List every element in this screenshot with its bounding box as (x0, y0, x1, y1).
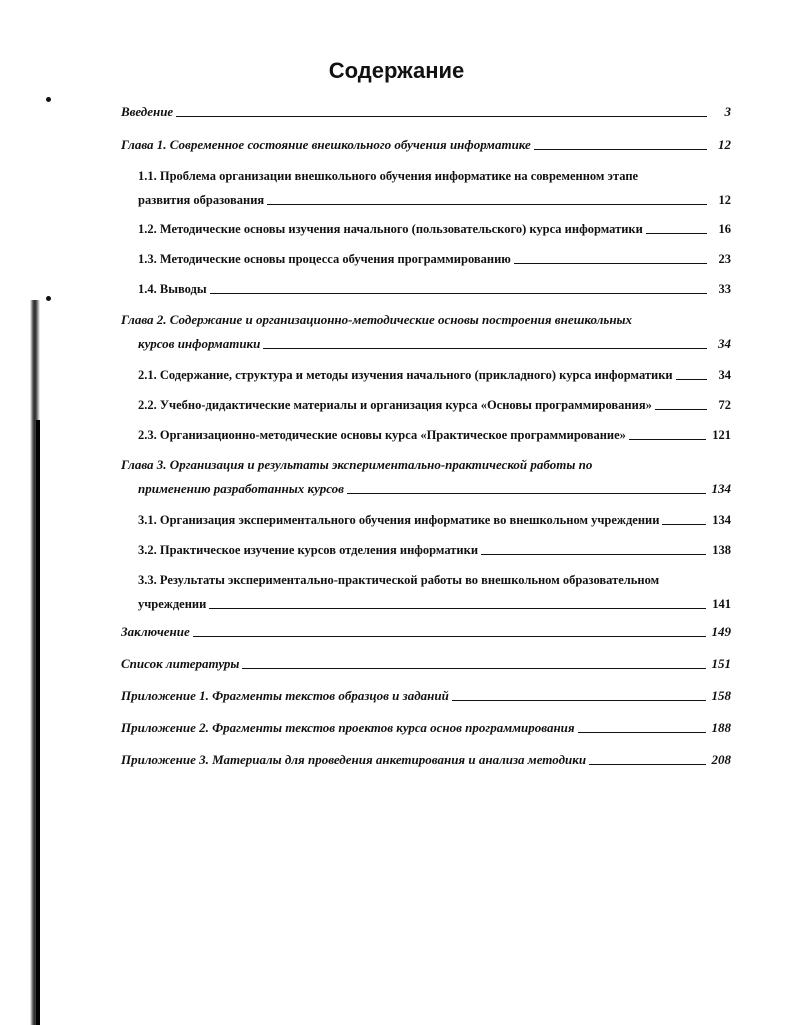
scan-speck (46, 97, 51, 102)
toc-leader (193, 635, 706, 637)
scan-speck (46, 296, 51, 301)
toc-entry-section-2-2 (138, 397, 731, 413)
toc-entry-title: 2.1. Содержание, структура и методы изучения начального (прикладного) курса информатики (138, 368, 673, 382)
toc-entry-title: Глава 2. Содержание и организационно-методические основы построения внешкольных (121, 312, 633, 327)
toc-entry-conclusion (121, 624, 731, 640)
toc-page-number: 208 (711, 752, 731, 767)
toc-entry-section-3-1 (138, 512, 731, 528)
toc-entry-title: Список литературы (121, 656, 240, 671)
toc-entry-title: Приложение 3. Материалы для проведения анкетирования и анализа методики (121, 752, 587, 767)
toc-entry-title: Введение (121, 104, 174, 119)
toc-entry-chapter-2 (121, 312, 731, 352)
toc-entry-section-2-1 (138, 367, 731, 383)
toc-page-number: 72 (718, 398, 731, 412)
toc-entry-section-1-4 (138, 281, 731, 297)
toc-page-number: 16 (718, 222, 731, 236)
toc-entry-chapter-1 (121, 137, 731, 153)
toc-entry-introduction (121, 104, 731, 120)
toc-entry-title: 3.3. Результаты экспериментально-практической работы во внешкольном образовательном (138, 573, 660, 587)
toc-page-number: 121 (712, 428, 731, 442)
toc-entry-bibliography (121, 656, 731, 672)
toc-entry-section-3-3 (138, 572, 731, 612)
toc-leader (662, 523, 706, 525)
toc-leader (347, 492, 706, 494)
toc-page-number: 34 (718, 368, 731, 382)
toc-entry-section-1-3 (138, 251, 731, 267)
toc-entry-title: 1.1. Проблема организации внешкольного обучения информатике на современном этапе (138, 169, 639, 183)
toc-leader (209, 607, 706, 609)
toc-entry-chapter-3 (121, 457, 731, 497)
toc-entry-title: 1.2. Методические основы изучения начального (пользовательского) курса информатики (138, 222, 643, 236)
toc-leader (629, 438, 706, 440)
toc-entry-title: 3.2. Практическое изучение курсов отделения информатики (138, 543, 479, 557)
toc-leader (210, 292, 707, 294)
toc-page-number: 12 (718, 193, 731, 207)
toc-entry-section-1-1 (138, 168, 731, 208)
toc-entry-appendix-3 (121, 752, 731, 768)
toc-page-number: 188 (711, 720, 731, 735)
toc-entry-section-2-3 (138, 427, 731, 443)
toc-page-number: 3 (724, 104, 731, 119)
toc-page-number: 33 (718, 282, 731, 296)
toc-entry-title-cont: применению разработанных курсов (138, 481, 344, 496)
toc-entry-title-cont: учреждении (138, 597, 207, 611)
toc-entry-appendix-2 (121, 720, 731, 736)
toc-entry-section-1-2 (138, 221, 731, 237)
page-title: Содержание (328, 58, 465, 83)
toc-page-number: 138 (712, 543, 731, 557)
toc-page-number: 141 (712, 597, 731, 611)
toc-entry-title: 2.2. Учебно-дидактические материалы и организация курса «Основы программирования» (138, 398, 652, 412)
toc-leader (534, 148, 707, 150)
toc-leader (176, 115, 707, 117)
scan-edge-line (36, 420, 40, 1025)
toc-leader (514, 262, 707, 264)
toc-entry-title-cont: курсов информатики (138, 336, 261, 351)
toc-entry-title-cont: развития образования (138, 193, 265, 207)
toc-leader (263, 347, 707, 349)
toc-page-number: 158 (711, 688, 731, 703)
toc-page-number: 151 (711, 656, 731, 671)
toc-entry-title: Глава 3. Организация и результаты экспериментально-практической работы по (121, 457, 593, 472)
toc-leader (589, 763, 705, 765)
toc-leader (646, 232, 707, 234)
toc-leader (267, 203, 707, 205)
toc-page-number: 134 (712, 513, 731, 527)
toc-leader (655, 408, 707, 410)
toc-leader (578, 731, 706, 733)
toc-entry-title: 3.1. Организация экспериментального обучения информатике во внешкольном учреждении (138, 513, 660, 527)
toc-entry-title: Приложение 2. Фрагменты текстов проектов курса основ программирования (121, 720, 575, 735)
toc-page-number: 149 (711, 624, 731, 639)
toc-leader (452, 699, 706, 701)
toc-leader (242, 667, 705, 669)
toc-page-number: 134 (711, 481, 731, 496)
toc-entry-title: 2.3. Организационно-методические основы курса «Практическое программирование» (138, 428, 626, 442)
toc-page-number: 12 (718, 137, 731, 152)
toc-entry-title: Заключение (121, 624, 190, 639)
toc-entry-appendix-1 (121, 688, 731, 704)
toc-entry-section-3-2 (138, 542, 731, 558)
toc-entry-title: 1.3. Методические основы процесса обучения программированию (138, 252, 511, 266)
toc-leader (676, 378, 707, 380)
toc-page-number: 23 (718, 252, 731, 266)
toc-page-number: 34 (718, 336, 731, 351)
toc-leader (481, 553, 706, 555)
toc-entry-title: Приложение 1. Фрагменты текстов образцов и заданий (121, 688, 449, 703)
toc-entry-title: Глава 1. Современное состояние внешкольного обучения информатике (121, 137, 531, 152)
toc-entry-title: 1.4. Выводы (138, 282, 207, 296)
